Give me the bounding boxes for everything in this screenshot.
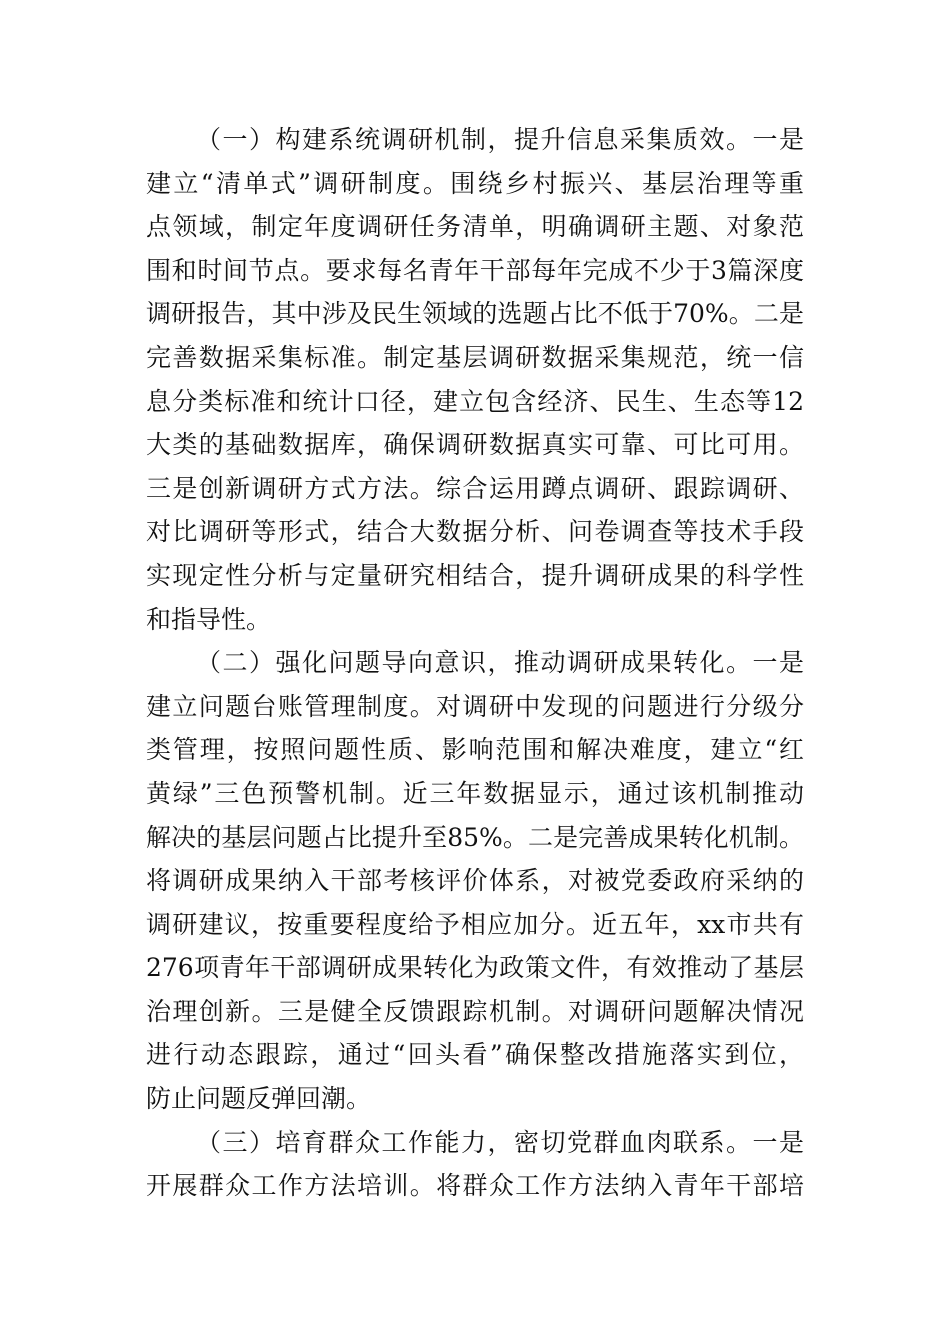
- text-line: 将调研成果纳入干部考核评价体系，对被党委政府采纳的: [146, 866, 804, 896]
- text-line: 围和时间节点。要求每名青年干部每年完成不少于3篇深度: [146, 255, 804, 285]
- text-line: 调研建议，按重要程度给予相应加分。近五年，xx市共有: [146, 909, 804, 939]
- text-line: （二）强化问题导向意识，推动调研成果转化。一是: [196, 648, 804, 678]
- text-line: 大类的基础数据库，确保调研数据真实可靠、可比可用。: [146, 430, 804, 460]
- text-line: 防止问题反弹回潮。: [146, 1084, 372, 1114]
- document-body: [146, 118, 804, 1208]
- text-line: 进行动态跟踪，通过“回头看”确保整改措施落实到位，: [146, 1040, 804, 1070]
- text-line: 点领域，制定年度调研任务清单，明确调研主题、对象范: [146, 212, 804, 242]
- text-line: 实现定性分析与定量研究相结合，提升调研成果的科学性: [146, 560, 804, 590]
- text-line: 和指导性。: [146, 604, 272, 634]
- paragraph-2: [146, 641, 804, 1121]
- text-line: 黄绿”三色预警机制。近三年数据显示，通过该机制推动: [146, 778, 804, 808]
- text-line: （三）培育群众工作能力，密切党群血肉联系。一是: [196, 1127, 804, 1157]
- text-line: 息分类标准和统计口径，建立包含经济、民生、生态等12: [146, 386, 804, 416]
- text-line: 建立问题台账管理制度。对调研中发现的问题进行分级分: [146, 691, 804, 721]
- text-line: 完善数据采集标准。制定基层调研数据采集规范，统一信: [146, 342, 804, 372]
- text-line: 开展群众工作方法培训。将群众工作方法纳入青年干部培: [146, 1171, 804, 1201]
- text-line: 三是创新调研方式方法。综合运用蹲点调研、跟踪调研、: [146, 473, 804, 503]
- text-line: （一）构建系统调研机制，提升信息采集质效。一是: [196, 125, 804, 154]
- text-line: 建立“清单式”调研制度。围绕乡村振兴、基层治理等重: [146, 168, 804, 198]
- text-line: 276项青年干部调研成果转化为政策文件，有效推动了基层: [146, 953, 804, 983]
- paragraph-1: [146, 118, 804, 641]
- text-line: 治理创新。三是健全反馈跟踪机制。对调研问题解决情况: [146, 996, 804, 1026]
- paragraph-3: [146, 1121, 804, 1208]
- text-line: 调研报告，其中涉及民生领域的选题占比不低于70%。二是: [146, 299, 804, 329]
- text-line: 对比调研等形式，结合大数据分析、问卷调查等技术手段: [146, 517, 804, 547]
- text-line: 类管理，按照问题性质、影响范围和解决难度，建立“红: [146, 735, 804, 765]
- text-line: 解决的基层问题占比提升至85%。二是完善成果转化机制。: [146, 822, 804, 852]
